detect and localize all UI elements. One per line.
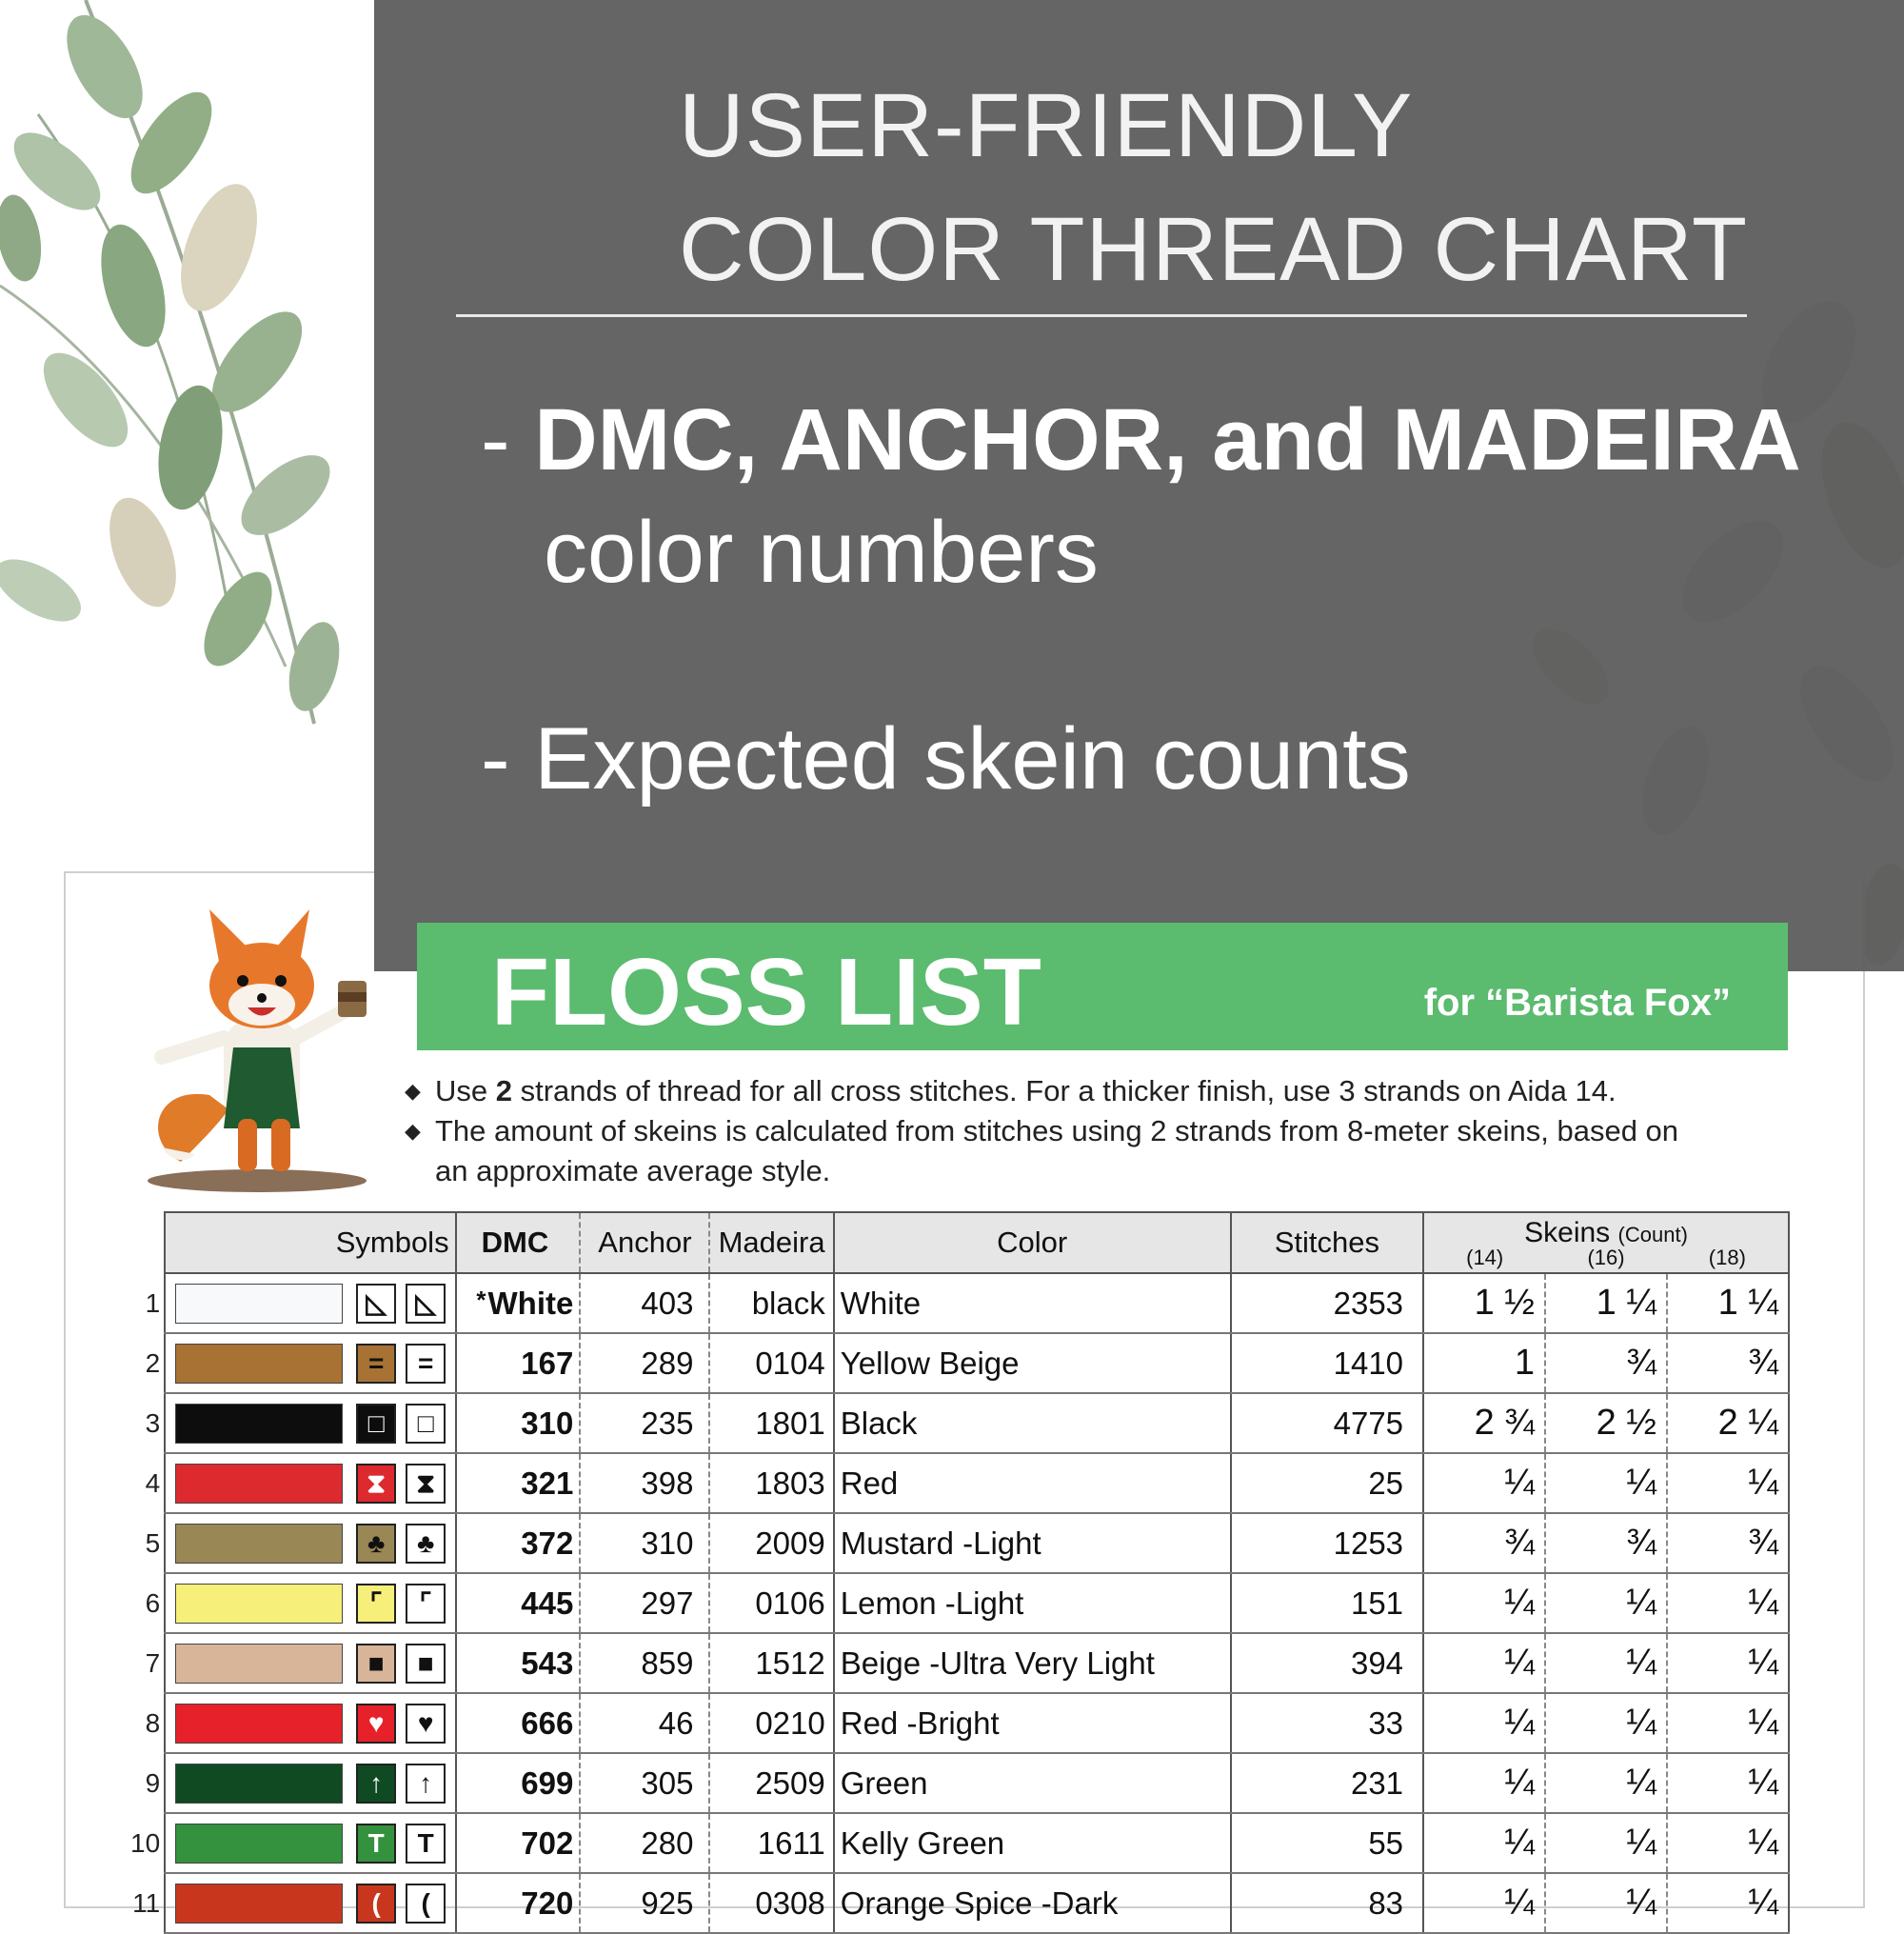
table-row xyxy=(114,1393,1789,1453)
row-anchor: 46 xyxy=(580,1693,709,1753)
stitch-symbol-color-icon: ■ xyxy=(356,1644,396,1684)
note-skeins-line2: an approximate average style. xyxy=(435,1154,831,1187)
row-skeins-18: ¼ xyxy=(1667,1633,1789,1693)
row-color: Orange Spice -Dark xyxy=(834,1873,1231,1933)
row-anchor: 310 xyxy=(580,1513,709,1573)
stitch-symbol-color-icon: ♣ xyxy=(356,1524,396,1564)
row-stitches: 55 xyxy=(1231,1813,1423,1873)
color-swatch xyxy=(175,1344,343,1384)
header-madeira: Madeira xyxy=(709,1212,833,1273)
row-index: 11 xyxy=(132,1887,161,1918)
row-color: Red -Bright xyxy=(834,1693,1231,1753)
note-strands-count: 2 xyxy=(495,1074,512,1107)
row-madeira: 2509 xyxy=(709,1753,833,1813)
banner-title-line1: USER-FRIENDLY xyxy=(679,75,1414,176)
row-index: 1 xyxy=(145,1287,161,1318)
stitch-symbol-bw-icon: ♣ xyxy=(406,1524,446,1564)
diamond-bullet-icon: ◆ xyxy=(405,1119,421,1143)
row-color: White xyxy=(834,1273,1231,1333)
stitch-symbol-color-icon: ◺ xyxy=(356,1284,396,1324)
header-dmc: DMC xyxy=(456,1212,581,1273)
row-skeins-16: ¼ xyxy=(1545,1813,1667,1873)
row-skeins-16: 1 ¼ xyxy=(1545,1273,1667,1333)
table-row xyxy=(114,1453,1789,1513)
color-swatch xyxy=(175,1884,343,1924)
row-skeins-18: ¾ xyxy=(1667,1513,1789,1573)
row-skeins-18: ¼ xyxy=(1667,1693,1789,1753)
row-madeira: 1803 xyxy=(709,1453,833,1513)
stitch-symbol-color-icon: ⧗ xyxy=(356,1464,396,1504)
header-skeins-title xyxy=(1424,1217,1788,1249)
stitch-symbol-color-icon: ↑ xyxy=(356,1764,396,1804)
table-header-row xyxy=(114,1212,1789,1273)
row-color: Yellow Beige xyxy=(834,1333,1231,1393)
bullet-dash: - xyxy=(481,391,535,488)
table-row xyxy=(114,1573,1789,1633)
row-stitches: 33 xyxy=(1231,1693,1423,1753)
dmc-number: 445 xyxy=(521,1585,574,1621)
row-madeira: 0106 xyxy=(709,1573,833,1633)
row-color: Mustard -Light xyxy=(834,1513,1231,1573)
row-skeins-18: ¼ xyxy=(1667,1873,1789,1933)
stitch-symbol-bw-icon: ♥ xyxy=(406,1704,446,1744)
row-skeins-18: ¼ xyxy=(1667,1453,1789,1513)
row-index: 8 xyxy=(145,1707,161,1738)
dmc-number: White xyxy=(487,1285,574,1321)
row-skeins-18: ¾ xyxy=(1667,1333,1789,1393)
row-skeins-14: ¼ xyxy=(1423,1873,1545,1933)
row-symbols xyxy=(165,1393,455,1453)
stitch-symbol-bw-icon: ( xyxy=(406,1884,446,1924)
stitch-symbol-bw-icon: ⌜ xyxy=(406,1584,446,1624)
row-stitches: 4775 xyxy=(1231,1393,1423,1453)
asterisk-mark: * xyxy=(476,1285,486,1314)
row-anchor: 398 xyxy=(580,1453,709,1513)
row-madeira: 1512 xyxy=(709,1633,833,1693)
table-row xyxy=(114,1273,1789,1333)
row-madeira: 1611 xyxy=(709,1813,833,1873)
table-row xyxy=(114,1333,1789,1393)
banner-divider xyxy=(456,314,1747,317)
dmc-number: 702 xyxy=(521,1824,574,1861)
color-swatch xyxy=(175,1284,343,1324)
row-dmc xyxy=(456,1813,581,1873)
row-skeins-16: ¼ xyxy=(1545,1693,1667,1753)
row-color: Kelly Green xyxy=(834,1813,1231,1873)
stitch-symbol-bw-icon: ⧗ xyxy=(406,1464,446,1504)
header-aida-18: (18) xyxy=(1708,1246,1746,1269)
table-row xyxy=(114,1513,1789,1573)
row-index: 5 xyxy=(145,1527,161,1558)
color-swatch xyxy=(175,1764,343,1804)
row-dmc xyxy=(456,1873,581,1933)
row-dmc xyxy=(456,1513,581,1573)
row-stitches: 83 xyxy=(1231,1873,1423,1933)
row-madeira: 1801 xyxy=(709,1393,833,1453)
row-anchor: 289 xyxy=(580,1333,709,1393)
row-index: 7 xyxy=(145,1647,161,1678)
row-symbols xyxy=(165,1693,455,1753)
stitch-symbol-bw-icon: = xyxy=(406,1344,446,1384)
header-skeins-label: Skeins xyxy=(1524,1217,1611,1248)
note-skeins xyxy=(405,1111,1814,1191)
row-skeins-16: ¼ xyxy=(1545,1753,1667,1813)
row-skeins-18: 2 ¼ xyxy=(1667,1393,1789,1453)
color-swatch xyxy=(175,1824,343,1864)
row-madeira: 2009 xyxy=(709,1513,833,1573)
note-strands-pre: Use xyxy=(435,1074,496,1107)
row-anchor: 280 xyxy=(580,1813,709,1873)
row-anchor: 925 xyxy=(580,1873,709,1933)
row-dmc xyxy=(456,1573,581,1633)
floss-list-header xyxy=(417,923,1788,1050)
row-skeins-16: ¼ xyxy=(1545,1573,1667,1633)
header-skeins-columns xyxy=(1424,1246,1788,1270)
header-symbols: Symbols xyxy=(165,1212,455,1273)
row-index: 6 xyxy=(145,1587,161,1618)
row-color: Red xyxy=(834,1453,1231,1513)
row-skeins-14: ¼ xyxy=(1423,1453,1545,1513)
row-index: 9 xyxy=(145,1767,161,1798)
row-dmc xyxy=(456,1633,581,1693)
dmc-number: 720 xyxy=(521,1884,574,1921)
row-madeira: black xyxy=(709,1273,833,1333)
banner-bullet-brands-rest: color numbers xyxy=(544,504,1099,601)
row-skeins-14: 1 xyxy=(1423,1333,1545,1393)
stitch-symbol-color-icon: ⌜ xyxy=(356,1584,396,1624)
stitch-symbol-bw-icon: T xyxy=(406,1824,446,1864)
header-skeins xyxy=(1423,1212,1789,1273)
row-color: Beige -Ultra Very Light xyxy=(834,1633,1231,1693)
stitch-symbol-bw-icon: □ xyxy=(406,1404,446,1444)
row-anchor: 305 xyxy=(580,1753,709,1813)
header-anchor: Anchor xyxy=(580,1212,709,1273)
row-dmc xyxy=(456,1393,581,1453)
row-madeira: 0104 xyxy=(709,1333,833,1393)
row-skeins-18: 1 ¼ xyxy=(1667,1273,1789,1333)
table-row xyxy=(114,1813,1789,1873)
row-symbols xyxy=(165,1573,455,1633)
row-symbols xyxy=(165,1333,455,1393)
row-skeins-14: ¼ xyxy=(1423,1633,1545,1693)
brand-names: DMC, ANCHOR, and MADEIRA xyxy=(534,391,1801,488)
row-skeins-16: 2 ½ xyxy=(1545,1393,1667,1453)
note-skeins-line1: The amount of skeins is calculated from stitches using 2 strands from 8-meter skeins, based on xyxy=(435,1114,1679,1147)
table-row xyxy=(114,1693,1789,1753)
color-swatch xyxy=(175,1524,343,1564)
stitch-symbol-color-icon: □ xyxy=(356,1404,396,1444)
row-madeira: 0308 xyxy=(709,1873,833,1933)
stitch-symbol-color-icon: T xyxy=(356,1824,396,1864)
note-strands-post: strands of thread for all cross stitches. For a thicker finish, use 3 strands on Aida 14. xyxy=(512,1074,1616,1107)
row-index: 4 xyxy=(145,1467,161,1498)
row-color: Black xyxy=(834,1393,1231,1453)
banner-title-line2: COLOR THREAD CHART xyxy=(679,199,1748,300)
row-stitches: 25 xyxy=(1231,1453,1423,1513)
row-index: 10 xyxy=(130,1827,161,1858)
color-swatch xyxy=(175,1404,343,1444)
row-dmc xyxy=(456,1753,581,1813)
header-aida-14: (14) xyxy=(1466,1246,1504,1269)
dmc-number: 666 xyxy=(521,1705,574,1741)
header-index xyxy=(114,1212,165,1273)
row-skeins-14: ¾ xyxy=(1423,1513,1545,1573)
color-swatch xyxy=(175,1704,343,1744)
row-symbols xyxy=(165,1753,455,1813)
header-skeins-count: (Count) xyxy=(1617,1223,1688,1246)
row-skeins-16: ¼ xyxy=(1545,1453,1667,1513)
row-symbols xyxy=(165,1813,455,1873)
header-aida-16: (16) xyxy=(1587,1246,1625,1269)
floss-table xyxy=(114,1211,1790,1934)
floss-table-body xyxy=(114,1273,1789,1933)
row-skeins-14: ¼ xyxy=(1423,1573,1545,1633)
row-skeins-14: ¼ xyxy=(1423,1753,1545,1813)
row-symbols xyxy=(165,1273,455,1333)
row-skeins-18: ¼ xyxy=(1667,1753,1789,1813)
dmc-number: 310 xyxy=(521,1405,574,1441)
row-anchor: 859 xyxy=(580,1633,709,1693)
row-symbols xyxy=(165,1873,455,1933)
header-color: Color xyxy=(834,1212,1231,1273)
row-color: Green xyxy=(834,1753,1231,1813)
row-index: 3 xyxy=(145,1407,161,1438)
row-symbols xyxy=(165,1633,455,1693)
dmc-number: 321 xyxy=(521,1465,574,1501)
row-skeins-14: ¼ xyxy=(1423,1693,1545,1753)
table-row xyxy=(114,1633,1789,1693)
dmc-number: 543 xyxy=(521,1645,574,1681)
row-skeins-16: ¼ xyxy=(1545,1633,1667,1693)
row-symbols xyxy=(165,1513,455,1573)
stitch-symbol-color-icon: ( xyxy=(356,1884,396,1924)
table-row xyxy=(114,1873,1789,1933)
dmc-number: 699 xyxy=(521,1765,574,1801)
diamond-bullet-icon: ◆ xyxy=(405,1079,421,1103)
row-dmc xyxy=(456,1693,581,1753)
stitch-symbol-color-icon: ♥ xyxy=(356,1704,396,1744)
banner-bullet-skeins: - Expected skein counts xyxy=(481,710,1411,807)
row-skeins-16: ¾ xyxy=(1545,1513,1667,1573)
row-stitches: 2353 xyxy=(1231,1273,1423,1333)
stitch-symbol-bw-icon: ↑ xyxy=(406,1764,446,1804)
row-dmc xyxy=(456,1273,581,1333)
row-anchor: 235 xyxy=(580,1393,709,1453)
row-dmc xyxy=(456,1453,581,1513)
row-stitches: 394 xyxy=(1231,1633,1423,1693)
color-swatch xyxy=(175,1584,343,1624)
row-dmc xyxy=(456,1333,581,1393)
header-stitches: Stitches xyxy=(1231,1212,1423,1273)
color-swatch xyxy=(175,1644,343,1684)
row-anchor: 403 xyxy=(580,1273,709,1333)
row-stitches: 1253 xyxy=(1231,1513,1423,1573)
row-stitches: 1410 xyxy=(1231,1333,1423,1393)
row-stitches: 231 xyxy=(1231,1753,1423,1813)
promo-banner xyxy=(374,0,1904,971)
row-skeins-14: ¼ xyxy=(1423,1813,1545,1873)
row-color: Lemon -Light xyxy=(834,1573,1231,1633)
stitch-symbol-bw-icon: ◺ xyxy=(406,1284,446,1324)
row-skeins-18: ¼ xyxy=(1667,1573,1789,1633)
row-skeins-18: ¼ xyxy=(1667,1813,1789,1873)
barista-fox-illustration xyxy=(143,905,390,1200)
row-stitches: 151 xyxy=(1231,1573,1423,1633)
stitch-symbol-bw-icon: ■ xyxy=(406,1644,446,1684)
stitch-symbol-color-icon: = xyxy=(356,1344,396,1384)
row-symbols xyxy=(165,1453,455,1513)
floss-list-title: FLOSS LIST xyxy=(491,939,1041,1046)
row-index: 2 xyxy=(145,1347,161,1378)
floss-notes xyxy=(405,1071,1814,1191)
row-skeins-14: 2 ¾ xyxy=(1423,1393,1545,1453)
note-strands xyxy=(405,1071,1814,1111)
dmc-number: 167 xyxy=(521,1345,574,1381)
row-madeira: 0210 xyxy=(709,1693,833,1753)
row-skeins-14: 1 ½ xyxy=(1423,1273,1545,1333)
dmc-number: 372 xyxy=(521,1525,574,1561)
floss-list-subtitle: for “Barista Fox” xyxy=(1423,982,1731,1024)
floss-table-wrapper xyxy=(114,1211,1790,1934)
row-skeins-16: ¾ xyxy=(1545,1333,1667,1393)
table-row xyxy=(114,1753,1789,1813)
row-anchor: 297 xyxy=(580,1573,709,1633)
color-swatch xyxy=(175,1464,343,1504)
banner-bullet-brands xyxy=(481,390,1801,490)
row-skeins-16: ¼ xyxy=(1545,1873,1667,1933)
